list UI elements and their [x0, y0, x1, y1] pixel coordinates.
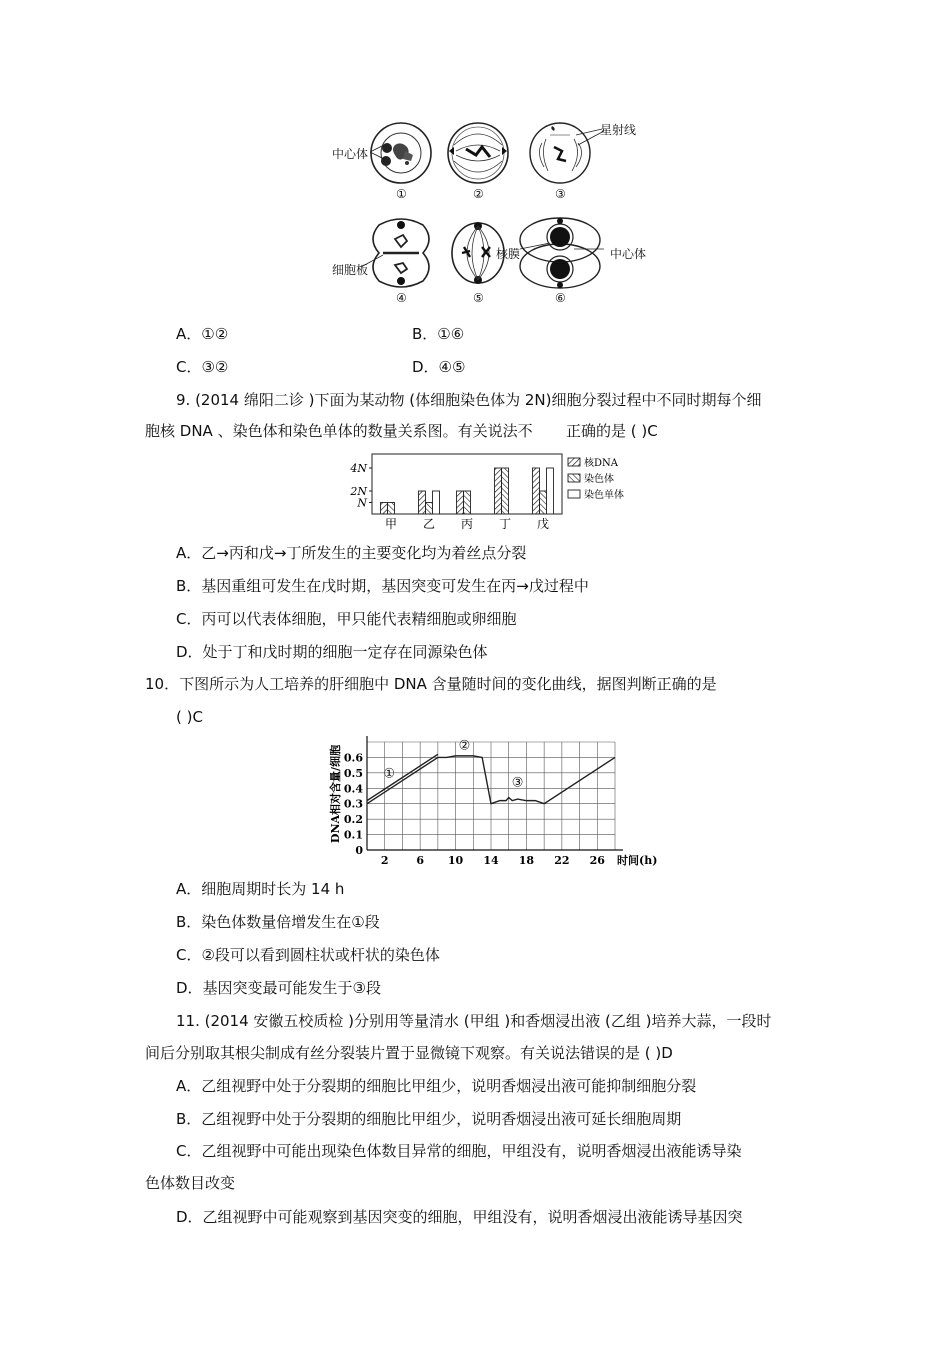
- x-axis-label: 时间(h): [617, 854, 658, 867]
- legend-swatch: [568, 490, 580, 498]
- bar: [464, 491, 471, 514]
- x-tick-label: 6: [416, 854, 424, 867]
- cell-number-1: ①: [396, 187, 407, 201]
- label-astral-rays: 星射线: [600, 123, 637, 137]
- q9-option-a: A．乙→丙和戊→丁所发生的主要变化均为着丝点分裂: [176, 544, 527, 562]
- x-tick-label: 18: [518, 854, 535, 867]
- cell-diagrams-svg: [328, 115, 658, 310]
- y-tick-label: 0.1: [343, 828, 363, 842]
- label-centrosome-left: 中心体: [332, 147, 369, 161]
- line-chart-svg: [325, 732, 660, 872]
- q9-stem-line1: 9. (2014 绵阳二诊 )下面为某动物 (体细胞染色体为 2N)细胞分裂过程中不同时期每个细: [176, 391, 762, 409]
- cell-4: [361, 219, 429, 287]
- y-axis-label: DNA相对含量/细胞: [329, 744, 342, 844]
- q10-option-a: A．细胞周期时长为 14 h: [176, 880, 345, 898]
- q9-option-c: C．丙可以代表体细胞，甲只能代表精细胞或卵细胞: [176, 610, 517, 628]
- q9-stem-line2b: 正确的是 ( )C: [566, 422, 658, 440]
- legend-swatch: [568, 458, 580, 466]
- bar-chart-svg: [350, 450, 650, 532]
- q11-stem-line1: 11. (2014 安徽五校质检 )分别用等量清水 (甲组 )和香烟浸出液 (乙组 )培养大蒜，一段时: [176, 1012, 772, 1030]
- y-tick-label: 0.2: [343, 813, 363, 827]
- cell-number-3: ③: [555, 187, 566, 201]
- q10-option-b: B．染色体数量倍增发生在①段: [176, 913, 380, 931]
- x-tick-label: 丁: [498, 517, 512, 531]
- bar: [495, 468, 502, 514]
- y-tick-label: 0.3: [343, 797, 363, 811]
- label-cell-plate: 细胞板: [332, 263, 369, 277]
- bar: [457, 491, 464, 514]
- bar: [381, 503, 388, 515]
- cell-number-4: ④: [396, 291, 407, 305]
- y-tick-label: 0: [355, 844, 363, 857]
- q11-option-a: A．乙组视野中处于分裂期的细胞比甲组少，说明香烟浸出液可能抑制细胞分裂: [176, 1077, 697, 1095]
- legend-swatch: [568, 474, 580, 482]
- annotation-label: ②: [458, 738, 471, 754]
- cell-number-5: ⑤: [473, 291, 484, 305]
- x-tick-label: 戊: [536, 517, 550, 531]
- q8-option-b: B．①⑥: [412, 325, 465, 343]
- bar: [419, 491, 426, 514]
- annotation-label: ③: [511, 775, 524, 791]
- x-tick-label: 26: [589, 854, 605, 867]
- q11-option-b: B．乙组视野中处于分裂期的细胞比甲组少，说明香烟浸出液可延长细胞周期: [176, 1110, 682, 1128]
- bar: [388, 503, 395, 515]
- cell-number-6: ⑥: [555, 291, 566, 305]
- label-nuclear-membrane: 核膜: [496, 247, 521, 261]
- q8-option-c: C．③②: [176, 358, 229, 376]
- bar: [533, 468, 540, 514]
- cell-1: [371, 123, 431, 183]
- y-tick-label: 0.6: [343, 751, 363, 765]
- annotation-label: ①: [383, 766, 395, 782]
- y-tick-label: 2N: [350, 485, 367, 498]
- x-tick-label: 22: [554, 854, 570, 867]
- bar: [547, 468, 554, 514]
- x-tick-label: 丙: [460, 517, 474, 531]
- q10-option-d: D．基因突变最可能发生于③段: [176, 979, 381, 997]
- q11-stem-line2: 间后分别取其根尖制成有丝分裂装片置于显微镜下观察。有关说法错误的是 ( )D: [145, 1044, 673, 1062]
- y-tick-label: 0.4: [343, 782, 363, 796]
- q10-stem-line2: ( )C: [176, 708, 203, 726]
- cell-6: [520, 218, 604, 288]
- q9-stem-line2a: 胞核 DNA 、染色体和染色单体的数量关系图。有关说法不: [145, 422, 533, 440]
- q10-option-c: C．②段可以看到圆柱状或杆状的染色体: [176, 946, 440, 964]
- cell-2: [448, 123, 508, 183]
- q8-option-a: A．①②: [176, 325, 229, 343]
- q8-option-d: D．④⑤: [412, 358, 466, 376]
- y-tick-label: N: [357, 496, 367, 510]
- cell-3: [530, 123, 604, 183]
- q9-option-b: B．基因重组可发生在戊时期，基因突变可发生在丙→戊过程中: [176, 577, 589, 595]
- x-tick-label: 甲: [384, 517, 398, 531]
- dna-bar-chart: [350, 450, 650, 532]
- cell-number-2: ②: [473, 187, 484, 201]
- q11-option-d: D．乙组视野中可能观察到基因突变的细胞，甲组没有，说明香烟浸出液能诱导基因突: [176, 1208, 743, 1226]
- q11-option-c1: C．乙组视野中可能出现染色体数目异常的细胞，甲组没有，说明香烟浸出液能诱导染: [176, 1142, 742, 1160]
- dna-line-chart: [325, 732, 660, 872]
- bar: [433, 491, 440, 514]
- q10-stem-line1: 10．下图所示为人工培养的肝细胞中 DNA 含量随时间的变化曲线，据图判断正确的是: [145, 675, 717, 693]
- bar: [502, 468, 509, 514]
- bar: [540, 491, 547, 514]
- x-tick-label: 乙: [422, 517, 436, 531]
- q9-option-d: D．处于丁和戊时期的细胞一定存在同源染色体: [176, 643, 488, 661]
- bar: [426, 503, 433, 515]
- x-tick-label: 14: [483, 854, 499, 867]
- q11-option-c2: 色体数目改变: [145, 1174, 236, 1192]
- legend-label: 核DNA: [584, 458, 618, 469]
- label-centrosome-right: 中心体: [610, 247, 647, 261]
- cell-division-figure: [328, 115, 658, 310]
- legend-label: 染色体: [584, 474, 614, 485]
- y-tick-label: 0.5: [343, 766, 363, 780]
- x-tick-label: 2: [380, 854, 389, 867]
- y-tick-label: 4N: [350, 462, 367, 475]
- legend-label: 染色单体: [584, 490, 624, 501]
- x-tick-label: 10: [447, 854, 464, 867]
